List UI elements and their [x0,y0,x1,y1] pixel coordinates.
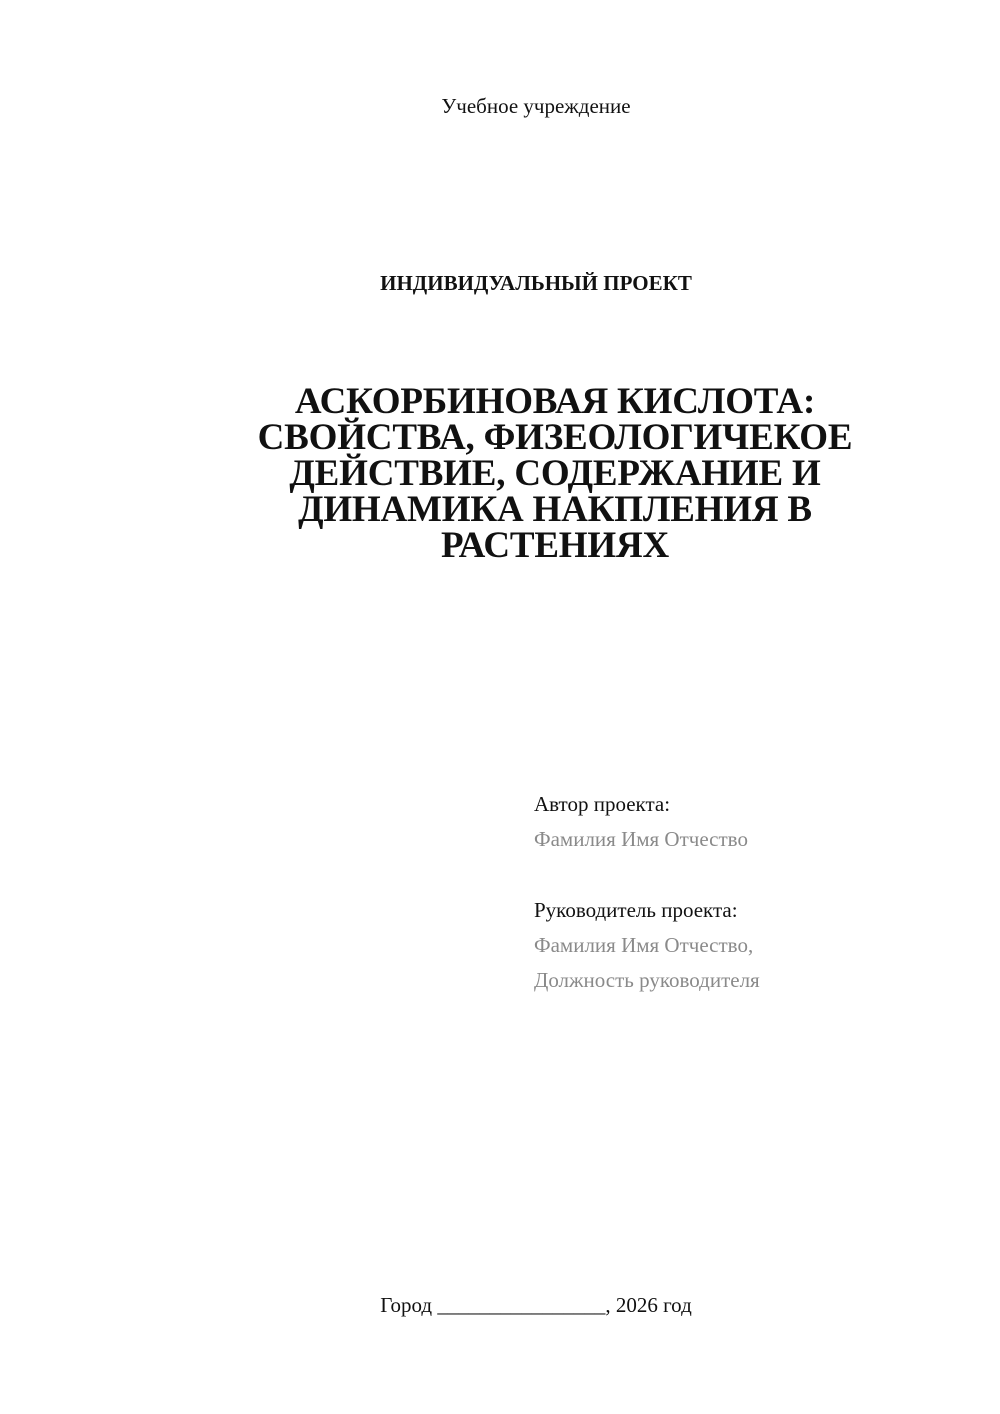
project-title-line: ДИНАМИКА НАКПЛЕНИЯ В [298,489,812,530]
project-title-line: СВОЙСТВА, ФИЗЕОЛОГИЧЕКОЕ [257,417,853,458]
supervisor-label: Руководитель проекта: [534,898,738,922]
project-title-line: РАСТЕНИЯХ [440,525,670,566]
author-block [534,787,748,857]
supervisor-position: Должность руководителя [534,968,760,992]
supervisor-block [534,893,760,998]
project-type-heading: ИНДИВИДУАЛЬНЫЙ ПРОЕКТ [380,271,692,295]
project-title [240,381,870,566]
author-label: Автор проекта: [534,792,671,816]
project-title-line: АСКОРБИНОВАЯ КИСЛОТА: [294,381,816,422]
project-title-line: ДЕЙСТВИЕ, СОДЕРЖАНИЕ И [289,453,821,494]
author-name: Фамилия Имя Отчество [534,827,748,851]
supervisor-name: Фамилия Имя Отчество, [534,933,754,957]
city-year-line: Город ________________, 2026 год [380,1293,692,1317]
institution-name: Учебное учреждение [441,94,631,118]
